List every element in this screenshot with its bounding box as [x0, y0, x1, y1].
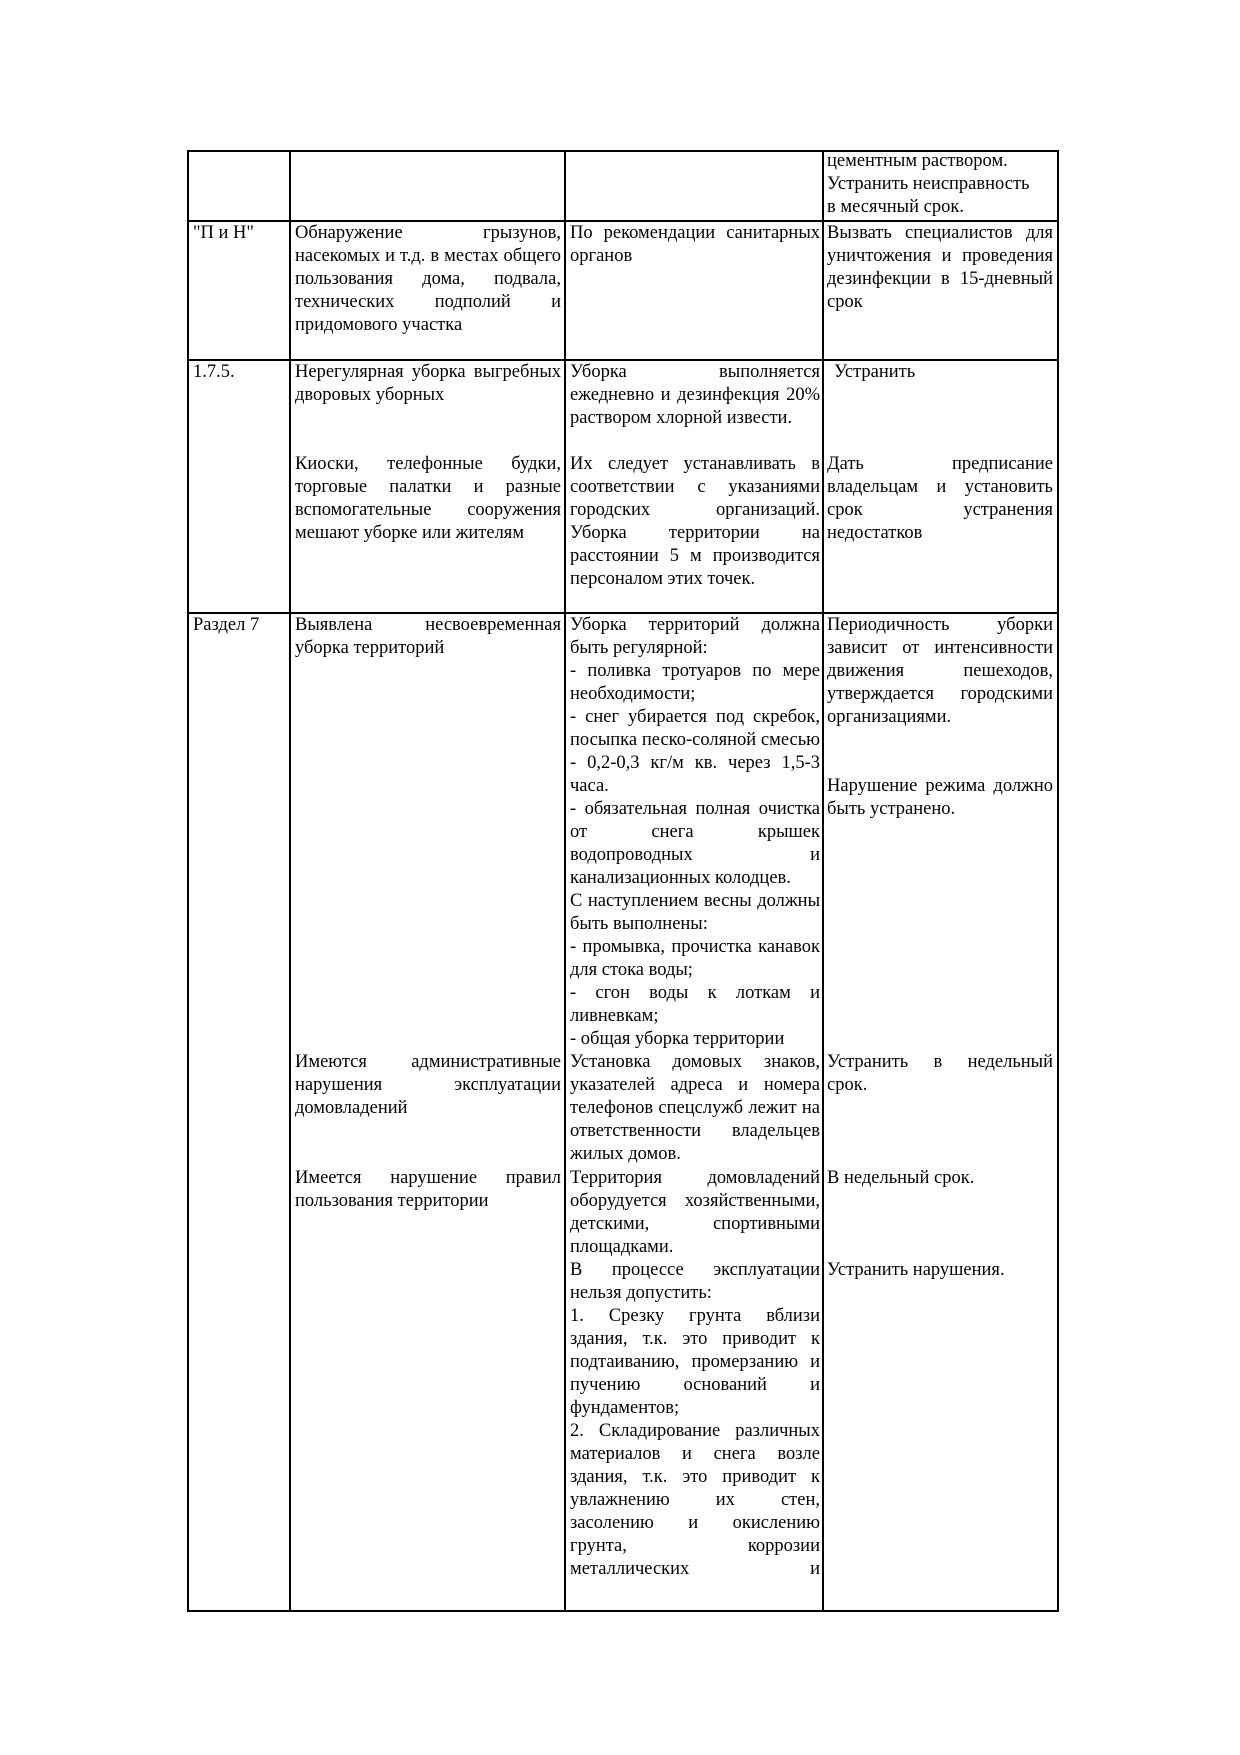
row2-remedy-b: Дать предписание владельцам и установить срок устранения недостатков [827, 454, 1053, 543]
requirement-line: 1. Срезку грунта вблизи здания, т.к. это приводит к подтаиванию, промерзанию и пучению оснований и фундаментов; [570, 1306, 820, 1418]
requirement-line: - сгон воды к лоткам и ливневкам; [570, 983, 820, 1026]
column-divider-1 [289, 150, 291, 1612]
row0-remedy-line-3: в месячный срок. [827, 197, 964, 217]
requirement-line: - поливка тротуаров по мере необходимости; [570, 661, 820, 704]
defects-table [187, 150, 1059, 1612]
row3-requirement-d [570, 1259, 820, 1581]
row1-remedy: Вызвать специалистов для уничтожения и проведения дезинфекции в 15-дневный срок [827, 223, 1053, 312]
row0-remedy-line-2: Устранить неисправность [827, 174, 1030, 194]
requirement-line: Уборка территорий должна быть регулярной: [570, 615, 820, 658]
row1-defect: Обнаружение грызунов, насекомых и т.д. в местах общего пользования дома, подвала, технических подполий и придомового участка [295, 223, 561, 335]
requirement-line: - промывка, прочистка канавок для стока воды; [570, 937, 820, 980]
requirement-line: В процессе эксплуатации нельзя допустить: [570, 1260, 820, 1303]
row1-code: "П и Н" [193, 223, 254, 243]
row2-defect-b: Киоски, телефонные будки, торговые палатки и разные вспомогательные сооружения мешают уборке или жителям [295, 454, 561, 543]
requirement-line: - общая уборка территории [570, 1029, 785, 1049]
table-border-bottom [187, 1610, 1059, 1612]
row2-requirement-a: Уборка выполняется ежедневно и дезинфекция 20% раствором хлорной извести. [570, 362, 820, 428]
row3-code: Раздел 7 [193, 615, 260, 635]
row3-requirement-a [570, 614, 820, 1051]
row0-remedy [827, 150, 1053, 219]
row1-requirement: По рекомендации санитарных органов [570, 223, 820, 266]
row2-defect-a: Нерегулярная уборка выгребных дворовых уборных [295, 362, 561, 405]
requirement-line: - обязательная полная очистка от снега крышек водопроводных и канализационных колодцев. [570, 799, 820, 888]
requirement-line: 2. Складирование различных материалов и снега возле здания, т.к. это приводит к увлажнению их стен, засолению и окислению грунта, коррозии металлических и [570, 1421, 820, 1579]
column-divider-3 [822, 150, 824, 1612]
row3-defect-b: Имеются административные нарушения эксплуатации домовладений [295, 1052, 561, 1118]
row3-requirement-b: Установка домовых знаков, указателей адреса и номера телефонов спецслужб лежит на ответственности владельцев жилых домов. [570, 1052, 820, 1164]
table-border-left [187, 150, 189, 1612]
row2-requirement-b: Их следует устанавливать в соответствии с указаниями городских организаций. Уборка территории на расстоянии 5 м производится персоналом этих точек. [570, 454, 820, 589]
row3-remedy-a1: Периодичность уборки зависит от интенсивности движения пешеходов, утверждается городскими организациями. [827, 615, 1053, 727]
row3-remedy-c: В недельный срок. [827, 1168, 975, 1188]
row3-remedy-d: Устранить нарушения. [827, 1260, 1005, 1280]
row3-defect-a: Выявлена несвоевременная уборка территорий [295, 615, 561, 658]
row3-remedy-a2: Нарушение режима должно быть устранено. [827, 776, 1053, 819]
row0-remedy-line-1: цементным раствором. [827, 151, 1008, 171]
requirement-line: - снег убирается под скребок, посыпка песко-соляной смесью - 0,2-0,3 кг/м кв. через 1,5-3 часа. [570, 707, 820, 796]
row3-requirement-c: Территория домовладений оборудуется хозяйственными, детскими, спортивными площадками. [570, 1168, 820, 1257]
row3-defect-c: Имеется нарушение правил пользования территории [295, 1168, 561, 1211]
requirement-line: С наступлением весны должны быть выполнены: [570, 891, 820, 934]
row2-code: 1.7.5. [193, 362, 235, 382]
row2-remedy-a: Устранить [834, 362, 916, 382]
row3-remedy-b: Устранить в недельный срок. [827, 1052, 1053, 1095]
column-divider-2 [564, 150, 566, 1612]
